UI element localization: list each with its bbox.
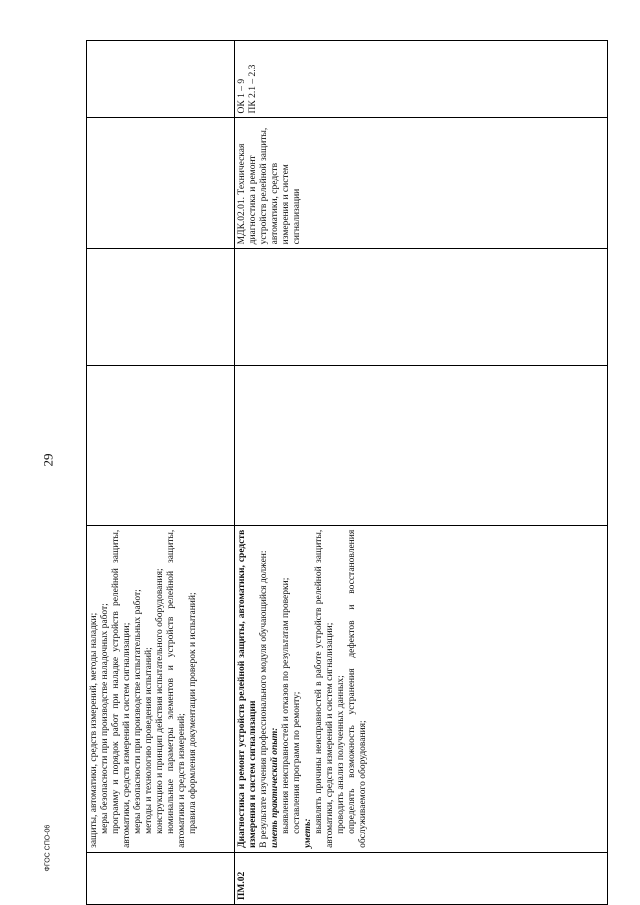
skill-item: определять возможность устранения дефектов и восстановления обслуживаемого оборудования; [347, 529, 368, 848]
cell-mdk: МДК.02.01. Техническая диагностика и ремонт устройств релейной защиты, автоматики, средств измерения и систем сигнализации [235, 118, 608, 249]
cell-empty [87, 365, 235, 525]
desc-line: меры безопасности при производстве наладочных работ; [100, 603, 110, 834]
desc-line: программу и порядок работ при наладке устройств релейной защиты, автоматики, средств измерений и систем сигнализации; [111, 529, 132, 848]
competency-ok: ОК 1 – 9 [237, 78, 247, 114]
desc-line: методы и технологию проведения испытаний; [144, 647, 154, 834]
standard-table [86, 40, 608, 905]
cell-empty [87, 41, 235, 119]
table-row-continuation [87, 41, 235, 905]
experience-item: составления программ по ремонту; [292, 691, 302, 834]
desc-line: конструкцию и принцип действия испытательного оборудования; [155, 568, 165, 834]
experience-item: выявления неисправностей и отказов по результатам проверки; [281, 577, 291, 834]
experience-label: иметь практический опыт: [270, 727, 280, 848]
cell-competencies [235, 41, 608, 119]
footer-label: ФГОС СПО-06 [44, 824, 52, 872]
skills-label: уметь: [303, 818, 313, 848]
competency-pk: ПК 2.1 – 2.3 [248, 64, 258, 114]
desc-line: номинальные параметры элементов и устройств релейной защиты, автоматики и средств измерений; [166, 529, 187, 848]
module-intro: В результате изучения профессионального модуля обучающийся должен: [259, 550, 269, 848]
skill-item: проводить анализ полученных данных; [336, 675, 346, 834]
rotated-page-content [86, 40, 608, 905]
skill-item: выявлять причины неисправностей в работе устройств релейной защиты, автоматики, средств измерений и систем сигнализации; [314, 529, 335, 848]
cell-code-empty [87, 852, 235, 904]
page-number: 29 [40, 453, 56, 467]
cell-module-code: ПМ.02 [235, 852, 608, 904]
cell-empty [87, 249, 235, 365]
desc-line: правила оформления документации проверок и испытаний; [188, 592, 198, 834]
desc-line: меры безопасности при производстве испытательных работ; [133, 589, 143, 834]
desc-line: защиты, автоматики, средств измерений, методы наладки; [89, 612, 99, 848]
cell-empty [235, 249, 608, 365]
cell-empty [87, 118, 235, 249]
cell-empty [235, 365, 608, 525]
table-row-pm02 [235, 41, 608, 905]
cell-module-description [235, 525, 608, 852]
cell-description-continued [87, 525, 235, 852]
module-title: Диагностика и ремонт устройств релейной защиты, автоматики, средств измерения и систем сигнализации [237, 529, 258, 848]
